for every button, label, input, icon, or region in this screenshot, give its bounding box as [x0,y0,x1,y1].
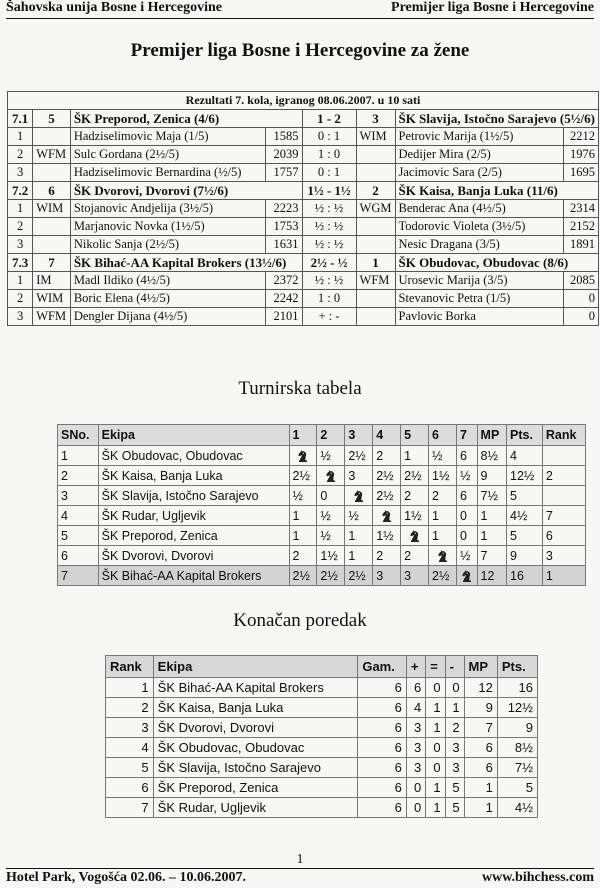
final-cell: 3 [406,738,425,758]
team-name: ŠK Rudar, Ugljevik [153,798,358,818]
standings-header: 6 [429,425,457,446]
match-points: 7½ [477,486,506,506]
chess-knight-icon [353,490,364,503]
board-row [8,272,599,290]
board-number: 3 [8,308,33,326]
player2-rating: 1891 [563,236,598,254]
final-cell: 1 [426,718,445,738]
footer-left: Hotel Park, Vogošća 02.06. – 10.06.2007. [6,870,246,885]
crosstable-cell: 2½ [317,566,345,586]
away-team: ŠK Obudovac, Obudovac (8/6) [395,254,599,272]
player2-name: Stevanovic Petra (1/5) [395,290,563,308]
board-number: 1 [8,200,33,218]
final-cell: 1 [426,778,445,798]
standings-row [58,486,586,506]
points: 4½ [507,506,543,526]
away-team-number: 2 [356,182,395,200]
final-cell: 5 [497,778,537,798]
crosstable-cell: 1½ [429,466,457,486]
rank: 3 [542,546,585,566]
away-team-number: 3 [356,110,395,128]
final-cell: 6 [358,778,407,798]
match-points: 1 [477,506,506,526]
final-cell: 7 [464,718,497,738]
final-header: = [426,656,445,678]
crosstable-cell: 1½ [317,546,345,566]
home-team-number: 6 [33,182,71,200]
standings-header: 7 [456,425,477,446]
final-cell: 4½ [497,798,537,818]
board-row [8,200,599,218]
standings-header: 5 [401,425,429,446]
final-cell: 4 [406,698,425,718]
player2-title [356,146,395,164]
standings-row [58,526,586,546]
final-cell: 6 [358,738,407,758]
player2-title [356,164,395,182]
game-result: + : - [302,308,356,326]
page-title: Premijer liga Bosne i Hercegovine za žene [130,40,470,61]
team-number: 6 [58,546,99,566]
player1-name: Sulc Gordana (2½/5) [70,146,265,164]
game-result: ½ : ½ [302,236,356,254]
player1-name: Hadziselimovic Maja (1/5) [70,128,265,146]
player1-name: Dengler Dijana (4½/5) [70,308,265,326]
player2-title: WFM [356,272,395,290]
crosstable-cell: ½ [289,486,317,506]
player2-name: Petrovic Marija (1½/5) [395,128,563,146]
results-table [7,91,599,326]
player1-rating: 2101 [265,308,302,326]
final-cell: 6 [406,678,425,698]
crosstable-cell: 2½ [289,566,317,586]
final-cell: 6 [106,778,154,798]
team-number: 7 [58,566,99,586]
standings-table [57,424,586,586]
crosstable-cell: 2 [401,486,429,506]
standings-header: 4 [373,425,401,446]
crosstable-cell: 2 [401,546,429,566]
final-cell: 6 [358,798,407,818]
final-cell: 0 [406,778,425,798]
player1-title: WFM [33,146,71,164]
board-number: 2 [8,290,33,308]
game-result: ½ : ½ [302,272,356,290]
final-row [106,758,538,778]
final-cell: 6 [464,758,497,778]
final-cell: 6 [358,698,407,718]
player2-rating: 1695 [563,164,598,182]
standings-header: Ekipa [98,425,289,446]
player1-rating: 1631 [265,236,302,254]
self-cell [345,486,373,506]
crosstable-cell: 3 [373,566,401,586]
final-cell: 3 [406,718,425,738]
match-score: 1 - 2 [302,110,356,128]
crosstable-cell: 0 [456,526,477,546]
board-number: 2 [8,218,33,236]
team-number: 3 [58,486,99,506]
crosstable-cell: ½ [317,506,345,526]
player1-title [33,236,71,254]
team-name: ŠK Preporod, Zenica [153,778,358,798]
match-number: 7.1 [8,110,33,128]
final-cell: 0 [426,758,445,778]
team-name: ŠK Kaisa, Banja Luka [98,466,289,486]
player1-title [33,218,71,236]
team-name: ŠK Preporod, Zenica [98,526,289,546]
player2-rating: 2212 [563,128,598,146]
points: 4 [507,446,543,466]
self-cell [373,506,401,526]
final-cell: 12½ [497,698,537,718]
game-result: 1 : 0 [302,290,356,308]
crosstable-cell: ½ [317,446,345,466]
final-cell: 3 [445,738,464,758]
final-title: Konačan poredak [233,610,367,631]
board-row [8,308,599,326]
crosstable-cell: ½ [317,526,345,546]
standings-header: 3 [345,425,373,446]
self-cell [317,466,345,486]
player1-rating: 2372 [265,272,302,290]
standings-header: Rank [542,425,585,446]
player2-rating: 2085 [563,272,598,290]
rank: 2 [542,466,585,486]
final-cell: 1 [426,698,445,718]
player1-title: WIM [33,200,71,218]
crosstable-cell: 2 [429,486,457,506]
standings-header: 1 [289,425,317,446]
points: 5 [507,486,543,506]
final-cell: 5 [445,798,464,818]
crosstable-cell: 3 [345,466,373,486]
match-points: 1 [477,526,506,546]
rank [542,446,585,466]
final-row [106,698,538,718]
team-name: ŠK Obudovac, Obudovac [98,446,289,466]
final-cell: 9 [497,718,537,738]
crosstable-cell: 3 [401,566,429,586]
final-cell: 1 [445,698,464,718]
rank: 6 [542,526,585,546]
final-row [106,798,538,818]
crosstable-cell: 1 [289,506,317,526]
player1-title: IM [33,272,71,290]
crosstable-cell: 6 [456,446,477,466]
crosstable-cell: ½ [456,546,477,566]
crosstable-cell: 1 [429,526,457,546]
crosstable-cell: 2½ [373,466,401,486]
player2-name: Dedijer Mira (2/5) [395,146,563,164]
board-row [8,146,599,164]
match-row [8,254,599,272]
final-cell: 1 [464,798,497,818]
final-cell: 2 [445,718,464,738]
match-points: 12 [477,566,506,586]
page-footer [6,868,594,888]
player2-rating: 0 [563,308,598,326]
crosstable-cell: 6 [456,486,477,506]
match-number: 7.2 [8,182,33,200]
final-cell: 12 [464,678,497,698]
standings-header: MP [477,425,506,446]
final-header: Rank [106,656,154,678]
board-row [8,218,599,236]
crosstable-cell: 1½ [401,506,429,526]
team-name: ŠK Slavija, Istočno Sarajevo [153,758,358,778]
team-number: 5 [58,526,99,546]
crosstable-cell: 2 [289,546,317,566]
player2-name: Jacimovic Sara (2/5) [395,164,563,182]
crosstable-cell: 2 [373,546,401,566]
final-cell: 3 [106,718,154,738]
game-result: ½ : ½ [302,200,356,218]
final-cell: 1 [426,798,445,818]
chess-knight-icon [325,470,336,483]
team-name: ŠK Dvorovi, Dvorovi [153,718,358,738]
crosstable-cell: 0 [456,506,477,526]
final-cell: 3 [406,758,425,778]
player1-name: Madl Ildiko (4½/5) [70,272,265,290]
player2-title: WIM [356,128,395,146]
team-name: ŠK Bihać-AA Kapital Brokers [98,566,289,586]
rank [542,486,585,506]
chess-knight-icon [437,550,448,563]
crosstable-cell: 1 [401,446,429,466]
standings-header: Pts. [507,425,543,446]
standings-row [58,546,586,566]
points: 12½ [507,466,543,486]
team-name: ŠK Kaisa, Banja Luka [153,698,358,718]
final-cell: 1 [464,778,497,798]
final-cell: 6 [464,738,497,758]
team-number: 1 [58,446,99,466]
player2-name: Pavlovic Borka [395,308,563,326]
player2-rating: 1976 [563,146,598,164]
match-row [8,182,599,200]
player1-rating: 2039 [265,146,302,164]
away-team: ŠK Kaisa, Banja Luka (11/6) [395,182,599,200]
final-cell: 0 [445,678,464,698]
board-row [8,128,599,146]
rank: 7 [542,506,585,526]
crosstable-cell: 2½ [401,466,429,486]
match-score: 1½ - 1½ [302,182,356,200]
final-cell: 3 [445,758,464,778]
final-cell: 0 [406,798,425,818]
match-points: 8½ [477,446,506,466]
standings-header: SNo. [58,425,99,446]
chess-knight-icon [381,510,392,523]
match-row [8,110,599,128]
crosstable-cell: 0 [317,486,345,506]
final-header: - [445,656,464,678]
final-cell: 0 [426,738,445,758]
crosstable-cell: 2½ [345,566,373,586]
board-number: 1 [8,272,33,290]
chess-knight-icon [297,450,308,463]
player1-name: Nikolic Sanja (2½/5) [70,236,265,254]
crosstable-cell: ½ [345,506,373,526]
player1-title [33,128,71,146]
crosstable-cell: 1 [289,526,317,546]
footer-right: www.bihchess.com [481,870,594,885]
player2-name: Todorovic Violeta (3½/5) [395,218,563,236]
player2-rating: 0 [563,290,598,308]
team-name: ŠK Obudovac, Obudovac [153,738,358,758]
match-points: 7 [477,546,506,566]
crosstable-cell: 2½ [373,486,401,506]
final-row [106,778,538,798]
points: 5 [507,526,543,546]
self-cell [289,446,317,466]
player1-rating: 2242 [265,290,302,308]
player2-name: Urosevic Marija (3/5) [395,272,563,290]
home-team-number: 5 [33,110,71,128]
final-cell: 16 [497,678,537,698]
chess-knight-icon [409,530,420,543]
final-cell: 0 [426,678,445,698]
standings-row [58,446,586,466]
game-result: 1 : 0 [302,146,356,164]
final-cell: 7½ [497,758,537,778]
board-number: 3 [8,236,33,254]
crosstable-cell: 2½ [345,446,373,466]
self-cell [401,526,429,546]
header-right: Premijer liga Bosne i Hercegovine [391,0,594,15]
player1-name: Stojanovic Andjelija (3½/5) [70,200,265,218]
crosstable-cell: 2½ [429,566,457,586]
final-row [106,678,538,698]
standings-row [58,506,586,526]
player2-title [356,236,395,254]
team-number: 2 [58,466,99,486]
final-cell: 9 [464,698,497,718]
player1-name: Marjanovic Novka (1½/5) [70,218,265,236]
game-result: 0 : 1 [302,128,356,146]
match-number: 7.3 [8,254,33,272]
final-row [106,718,538,738]
crosstable-cell: 1 [429,506,457,526]
home-team: ŠK Dvorovi, Dvorovi (7½/6) [70,182,302,200]
self-cell [456,566,477,586]
crosstable-cell: 1½ [373,526,401,546]
final-header: MP [464,656,497,678]
player1-rating: 1757 [265,164,302,182]
player1-title: WIM [33,290,71,308]
final-cell: 8½ [497,738,537,758]
crosstable-cell: ½ [429,446,457,466]
final-cell: 7 [106,798,154,818]
player2-title [356,218,395,236]
final-header: Gam. [358,656,407,678]
player1-rating: 1753 [265,218,302,236]
board-row [8,164,599,182]
board-row [8,236,599,254]
final-table [105,655,538,818]
match-score: 2½ - ½ [302,254,356,272]
player1-rating: 1585 [265,128,302,146]
board-number: 2 [8,146,33,164]
crosstable-cell: ½ [456,466,477,486]
player1-title [33,164,71,182]
standings-header: 2 [317,425,345,446]
rank: 1 [542,566,585,586]
home-team-number: 7 [33,254,71,272]
chess-knight-icon [461,570,472,583]
standings-row [58,466,586,486]
final-cell: 1 [106,678,154,698]
player2-title [356,290,395,308]
player1-title: WFM [33,308,71,326]
final-cell: 6 [358,758,407,778]
game-result: 0 : 1 [302,164,356,182]
final-header: Pts. [497,656,537,678]
final-cell: 2 [106,698,154,718]
final-cell: 5 [106,758,154,778]
standings-title: Turnirska tabela [238,378,362,399]
player2-title [356,308,395,326]
team-name: ŠK Rudar, Ugljevik [98,506,289,526]
team-number: 4 [58,506,99,526]
player2-title: WGM [356,200,395,218]
player2-rating: 2314 [563,200,598,218]
crosstable-cell: 1 [345,526,373,546]
player1-name: Hadziselimovic Bernardina (½/5) [70,164,265,182]
header-left: Šahovska unija Bosne i Hercegovine [6,0,222,15]
standings-row [58,566,586,586]
player2-name: Nesic Dragana (3/5) [395,236,563,254]
team-name: ŠK Dvorovi, Dvorovi [98,546,289,566]
team-name: ŠK Bihać-AA Kapital Brokers [153,678,358,698]
game-result: ½ : ½ [302,218,356,236]
player2-name: Benderac Ana (4½/5) [395,200,563,218]
self-cell [429,546,457,566]
page-header [6,0,594,19]
home-team: ŠK Bihać-AA Kapital Brokers (13½/6) [70,254,302,272]
away-team: ŠK Slavija, Istočno Sarajevo (5½/6) [395,110,599,128]
final-cell: 4 [106,738,154,758]
final-row [106,738,538,758]
team-name: ŠK Slavija, Istočno Sarajevo [98,486,289,506]
final-cell: 6 [358,718,407,738]
final-cell: 6 [358,678,407,698]
crosstable-cell: 2½ [289,466,317,486]
crosstable-cell: 2 [373,446,401,466]
final-header: Ekipa [153,656,358,678]
page-number: 1 [296,852,304,867]
results-subtitle: Rezultati 7. kola, igranog 08.06.2007. u 10 sati [8,92,599,110]
board-number: 3 [8,164,33,182]
match-points: 9 [477,466,506,486]
home-team: ŠK Preporod, Zenica (4/6) [70,110,302,128]
points: 16 [507,566,543,586]
crosstable-cell: 1 [345,546,373,566]
board-number: 1 [8,128,33,146]
points: 9 [507,546,543,566]
final-cell: 5 [445,778,464,798]
player1-rating: 2223 [265,200,302,218]
player2-rating: 2152 [563,218,598,236]
player1-name: Boric Elena (4½/5) [70,290,265,308]
away-team-number: 1 [356,254,395,272]
board-row [8,290,599,308]
final-header: + [406,656,425,678]
